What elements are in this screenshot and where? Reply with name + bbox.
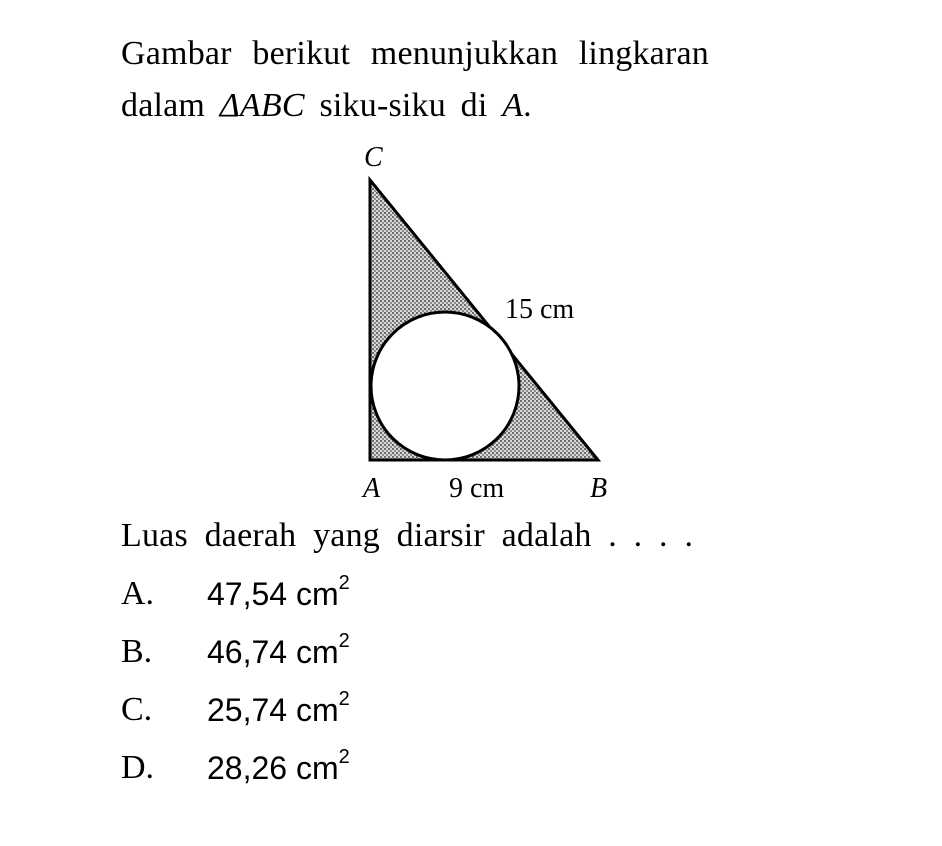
triangle-name: ΔABC: [219, 87, 305, 124]
option-letter: B.: [121, 633, 153, 670]
option-value: 46,74 $cm^2$: [207, 630, 350, 670]
option-value: 25,74 $cm^2$: [207, 688, 350, 728]
vertex-a-label: A: [363, 473, 381, 504]
question-text: siku-siku di: [304, 87, 503, 124]
question-line-1: Gambar berikut menunjukkan lingkaran: [121, 35, 709, 72]
vertex-c-label: C: [364, 142, 383, 173]
right-angle-vertex: A: [502, 87, 524, 124]
option-letter: A.: [121, 575, 155, 612]
option-value: 47,54 $cm^2$: [207, 572, 350, 612]
option-letter: C.: [121, 691, 153, 728]
option-value: 28,26 $cm^2$: [207, 746, 350, 786]
question-text: dalam: [121, 87, 220, 124]
question-prompt: Luas daerah yang diarsir adalah . . . .: [121, 517, 694, 554]
vertex-b-label: B: [590, 473, 608, 504]
inscribed-circle: [371, 312, 519, 460]
option-letter: D.: [121, 749, 155, 786]
base-length-label: 9 cm: [449, 473, 505, 504]
hypotenuse-length-label: 15 cm: [505, 294, 575, 325]
question-text: .: [523, 87, 532, 124]
